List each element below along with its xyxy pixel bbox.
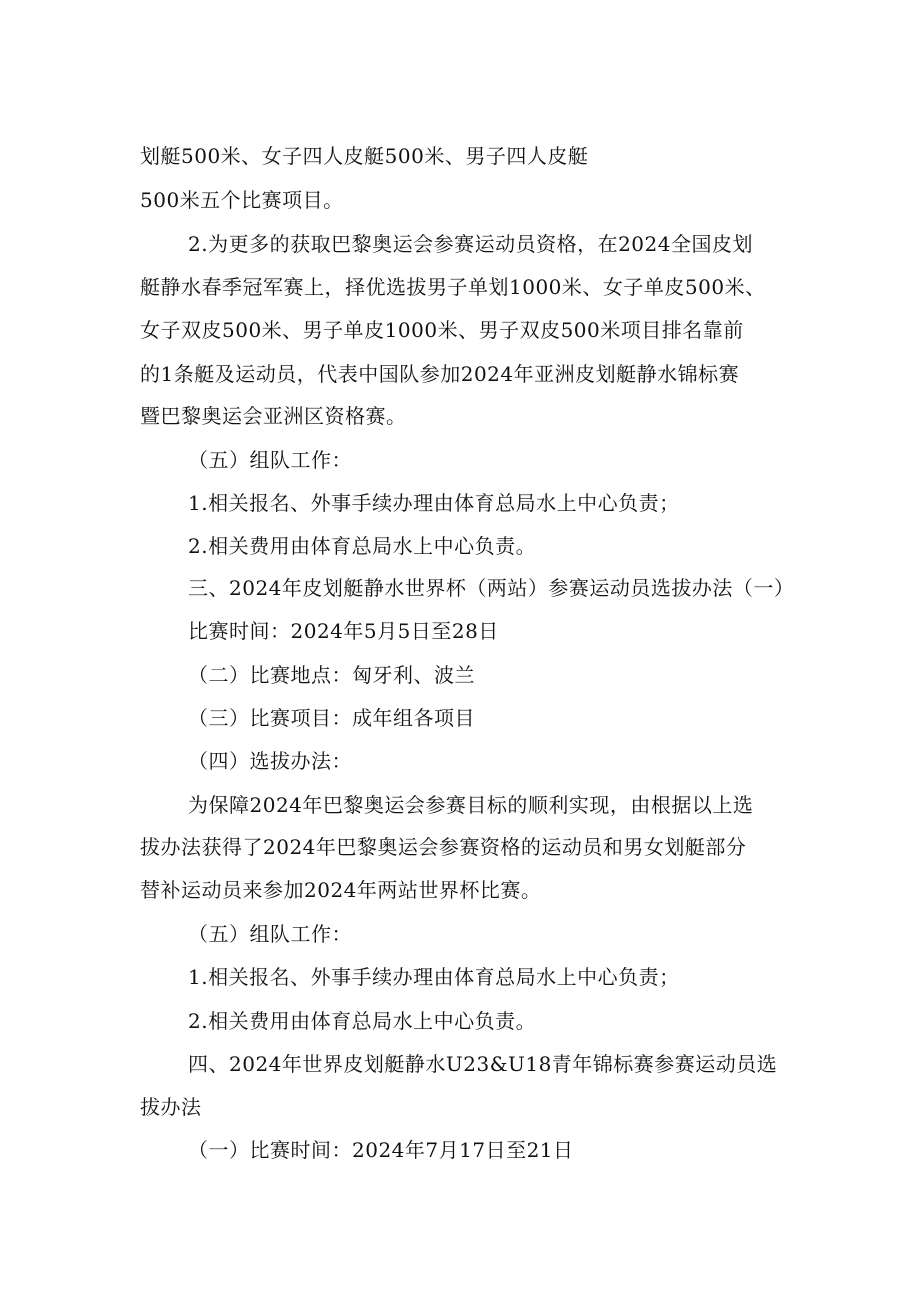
section-heading: 四、2024年世界皮划艇静水U23&U18青年锦标赛参赛运动员选 (188, 1052, 778, 1076)
text-line: 女子双皮500米、男子单皮1000米、男子双皮500米项目排名靠前 (140, 318, 744, 342)
text-line: （二）比赛地点：匈牙利、波兰 (188, 663, 475, 687)
section-heading: （四）选拔办法： (188, 749, 352, 773)
text-line: 拔办法 (140, 1095, 202, 1119)
text-line: 替补运动员来参加2024年两站世界杯比赛。 (140, 878, 542, 902)
text-line: 500米五个比赛项目。 (140, 188, 344, 212)
text-line: 2.相关费用由体育总局水上中心负责。 (188, 534, 537, 558)
text-line: 艇静水春季冠军赛上，择优选拔男子单划1000米、女子单皮500米、 (140, 275, 766, 299)
text-line: 的1条艇及运动员，代表中国队参加2024年亚洲皮划艇静水锦标赛 (140, 362, 740, 386)
text-line: （三）比赛项目：成年组各项目 (188, 706, 475, 730)
text-line: 划艇500米、女子四人皮艇500米、男子四人皮艇 (140, 144, 589, 168)
text-line: 2.为更多的获取巴黎奥运会参赛运动员资格，在2024全国皮划 (188, 232, 753, 256)
section-heading: （五）组队工作： (188, 448, 352, 472)
text-line: 拔办法获得了2024年巴黎奥运会参赛资格的运动员和男女划艇部分 (140, 835, 747, 859)
text-line: 2.相关费用由体育总局水上中心负责。 (188, 1009, 537, 1033)
text-line: 1.相关报名、外事手续办理由体育总局水上中心负责； (188, 491, 680, 515)
text-line: （一）比赛时间：2024年7月17日至21日 (188, 1138, 574, 1162)
section-heading: （五）组队工作： (188, 922, 352, 946)
text-line: 比赛时间：2024年5月5日至28日 (188, 619, 499, 643)
text-line: 为保障2024年巴黎奥运会参赛目标的顺利实现，由根据以上选 (188, 793, 754, 817)
text-line: 1.相关报名、外事手续办理由体育总局水上中心负责； (188, 965, 680, 989)
section-heading: 三、2024年皮划艇静水世界杯（两站）参赛运动员选拔办法（一） (188, 576, 795, 600)
text-line: 暨巴黎奥运会亚洲区资格赛。 (140, 404, 407, 428)
